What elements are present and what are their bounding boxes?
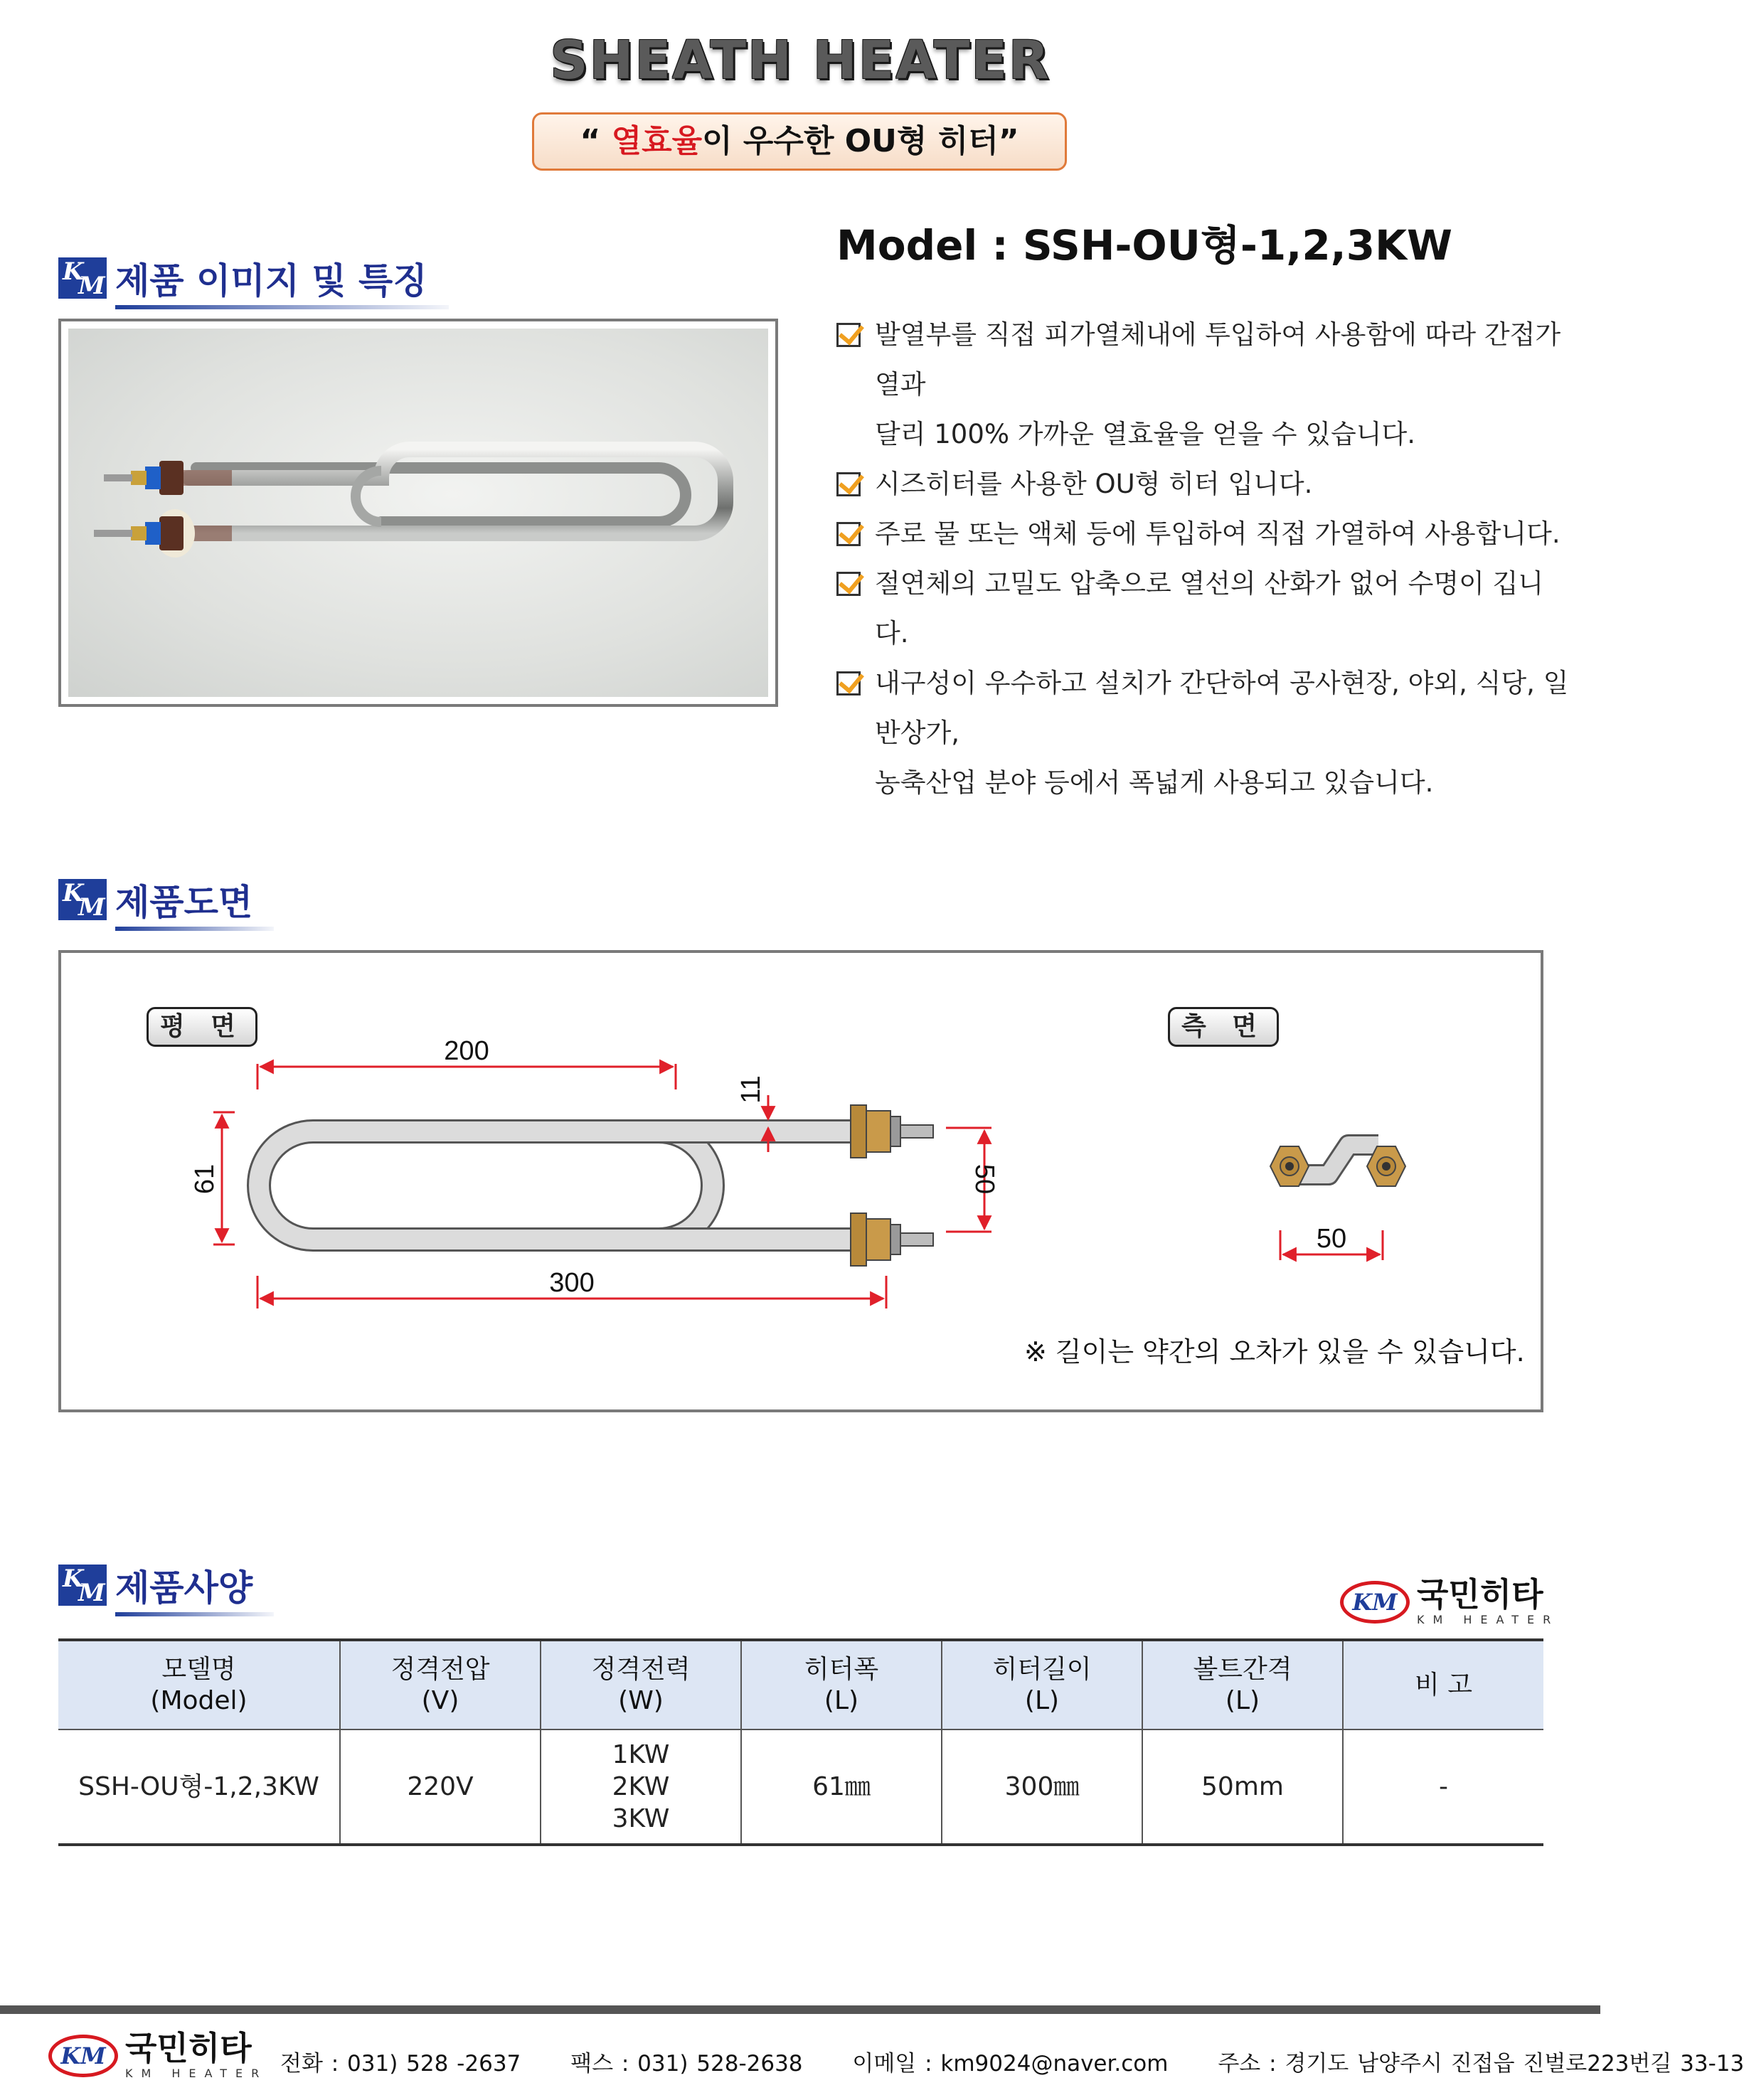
col-header-unit: (Model) — [150, 1685, 248, 1715]
cell-model: SSH-OU형-1,2,3KW — [58, 1729, 340, 1845]
footer-email[interactable]: 이메일 : km9024@naver.com — [852, 2051, 1169, 2077]
feature-text: 절연체의 고밀도 압축으로 열선의 산화가 없어 수명이 깁니다. — [875, 568, 1544, 649]
cell-length: 300㎜ — [942, 1729, 1142, 1845]
km-logo-icon: KM — [1340, 1581, 1410, 1624]
col-header-voltage — [340, 1640, 541, 1729]
subtitle-highlight: 열효율 — [611, 123, 703, 159]
feature-text: 주로 물 또는 액체 등에 투입하여 직접 가열하여 사용합니다. — [875, 518, 1560, 549]
col-header-text: 히터길이 — [992, 1654, 1092, 1684]
km-logo-icon: KM — [48, 2035, 118, 2077]
col-header-length — [942, 1640, 1142, 1729]
col-header-power — [541, 1640, 741, 1729]
subtitle-rest: 이 우수한 OU형 히터” — [702, 123, 1019, 159]
col-header-width — [741, 1640, 942, 1729]
logo-name: 국민히타 — [125, 2029, 252, 2067]
col-header-text: 볼트간격 — [1193, 1654, 1292, 1684]
dim-label-50-plan: 50 — [969, 1163, 999, 1195]
footer-fax: 팩스 : 031) 528-2638 — [570, 2051, 803, 2077]
spec-table-header-row — [58, 1640, 1543, 1729]
col-header-text: 비 고 — [1415, 1670, 1472, 1700]
col-header-text: 모델명 — [161, 1654, 236, 1684]
feature-text: 달리 100% 가까운 열효율을 얻을 수 있습니다. — [875, 419, 1415, 449]
col-header-unit: (L) — [1225, 1685, 1260, 1715]
section-title-image: 제품 이미지 및 특징 — [115, 252, 449, 304]
col-header-text: 히터폭 — [804, 1654, 879, 1684]
dim-label-11: 11 — [736, 1075, 766, 1104]
col-header-note — [1343, 1640, 1543, 1729]
cell-bolt: 50mm — [1142, 1729, 1343, 1845]
model-title: Model : SSH-OU형-1,2,3KW — [836, 221, 1452, 270]
cell-width: 61㎜ — [741, 1729, 942, 1845]
plan-view-heater — [259, 1105, 933, 1266]
section-title-drawing: 제품도면 — [115, 874, 274, 925]
cell-power-value: 1KW — [612, 1740, 670, 1769]
feature-text: 발열부를 직접 피가열체내에 투입하여 사용함에 따라 간접가열과 — [875, 319, 1561, 400]
dim-label-50-side: 50 — [1316, 1224, 1347, 1254]
side-view-label: 측 면 — [1168, 1007, 1279, 1047]
col-header-unit: (V) — [421, 1685, 459, 1715]
section-heading-spec — [58, 1560, 274, 1610]
feature-text: 내구성이 우수하고 설치가 간단하여 공사현장, 야외, 식당, 일반상가, — [875, 668, 1569, 748]
col-header-model — [58, 1640, 340, 1729]
footer-address: 주소 : 경기도 남양주시 진접읍 진벌로223번길 33-13 — [1218, 2051, 1744, 2077]
cell-note: - — [1439, 1772, 1448, 1801]
km-badge-k: K — [63, 1565, 84, 1593]
logo-sub: KM HEATER — [125, 2067, 268, 2080]
logo-sub: KM HEATER — [1417, 1613, 1560, 1626]
col-header-bolt — [1142, 1640, 1343, 1729]
dimension-lines — [213, 1064, 1383, 1308]
col-header-unit: (L) — [1024, 1685, 1060, 1715]
company-logo-footer — [48, 2031, 267, 2080]
km-badge-k: K — [63, 257, 84, 286]
subtitle-open-quote: “ — [580, 123, 612, 159]
footer-contact — [280, 2045, 1744, 2077]
km-badge-icon — [58, 1565, 107, 1606]
col-header-unit: (L) — [824, 1685, 859, 1715]
km-badge-m: M — [78, 1579, 105, 1607]
col-header-unit: (W) — [618, 1685, 664, 1715]
cell-power-value: 2KW — [612, 1772, 670, 1801]
cell-power-value: 3KW — [612, 1804, 670, 1833]
dim-label-300: 300 — [549, 1268, 595, 1298]
company-logo-top — [1340, 1577, 1559, 1626]
footer-phone: 전화 : 031) 528 -2637 — [280, 2051, 521, 2077]
cell-power — [541, 1729, 741, 1845]
drawing-tolerance-note: ※ 길이는 약간의 오차가 있을 수 있습니다. — [1024, 1336, 1525, 1368]
logo-name: 국민히타 — [1417, 1575, 1543, 1614]
feature-text: 농축산업 분야 등에서 폭넓게 사용되고 있습니다. — [875, 767, 1434, 798]
dim-label-200: 200 — [444, 1036, 489, 1066]
side-view-heater — [1270, 1145, 1405, 1186]
dim-label-61: 61 — [190, 1163, 220, 1195]
footer-divider — [0, 2005, 1600, 2014]
km-badge-m: M — [78, 272, 105, 300]
km-badge-k: K — [63, 879, 84, 907]
feature-text: 시즈히터를 사용한 OU형 히터 입니다. — [875, 469, 1313, 499]
section-title-spec: 제품사양 — [115, 1560, 274, 1611]
col-header-text: 정격전력 — [591, 1654, 691, 1684]
col-header-text: 정격전압 — [390, 1654, 490, 1684]
plan-view-label: 평 면 — [147, 1007, 257, 1047]
table-row — [58, 1729, 1543, 1845]
km-badge-m: M — [78, 893, 105, 922]
spec-table — [58, 1638, 1543, 1846]
page-title: SHEATH HEATER — [550, 30, 1051, 91]
cell-voltage: 220V — [340, 1729, 541, 1845]
